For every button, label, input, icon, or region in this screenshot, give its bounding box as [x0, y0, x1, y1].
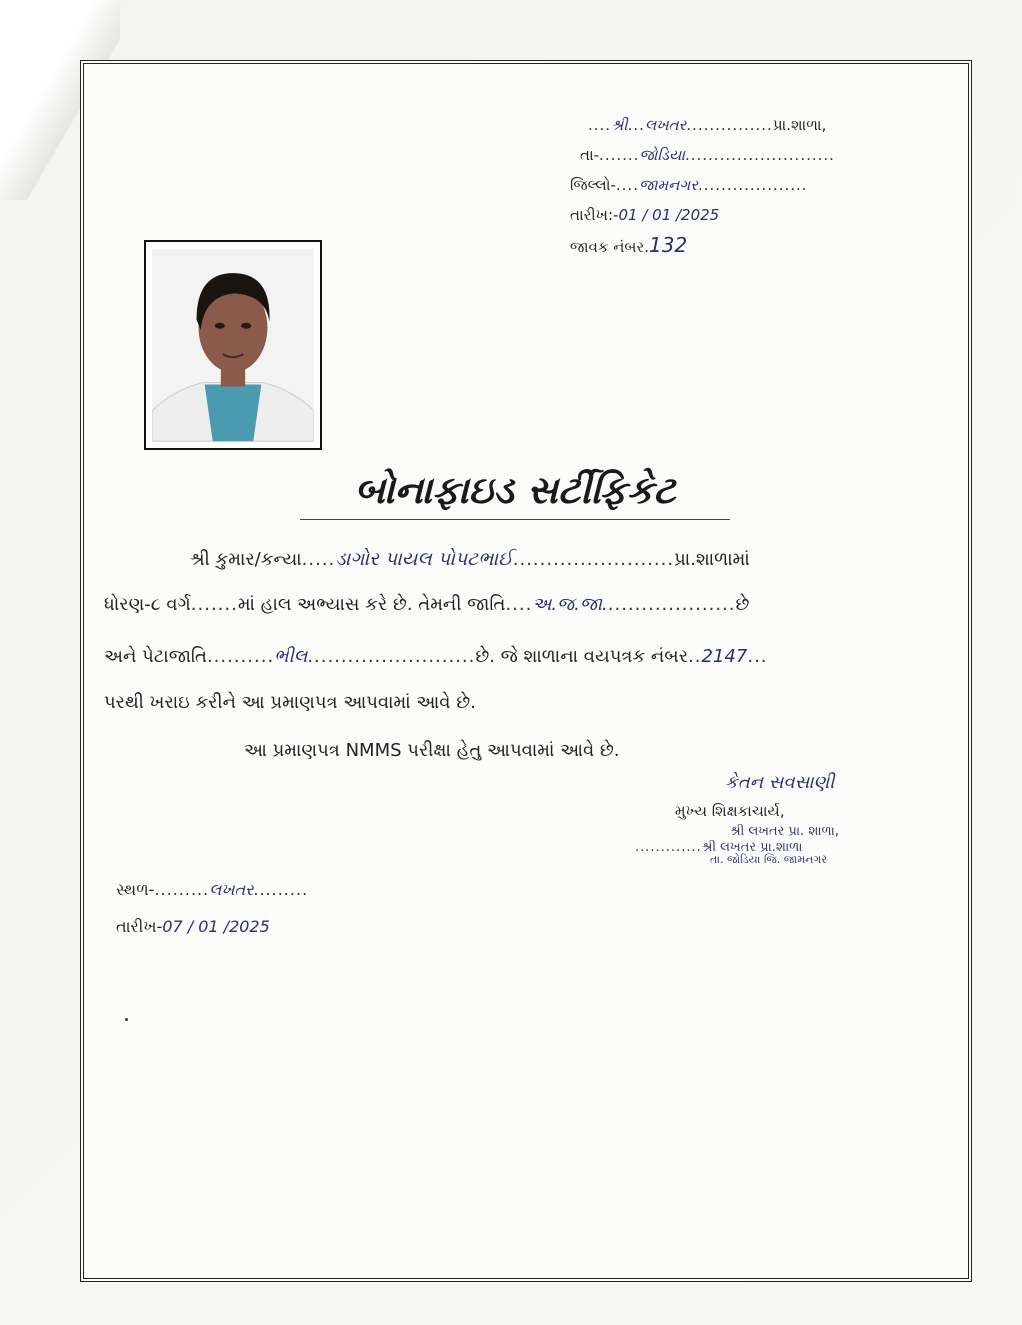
header-date-line [570, 200, 920, 230]
place-value: લખતર [209, 880, 254, 899]
header-district-value: જામનગર [638, 176, 698, 194]
stamp-line-2: .............શ્રી લખતર પ્રા.શાળા [635, 840, 803, 855]
header-date-label: તારીખ:- [570, 206, 619, 224]
student-photo-image [152, 248, 314, 442]
header-school-name: લખતર [644, 116, 687, 134]
body-line-name: શ્રી કુમાર/કન્યા.....ડાગોર પાયલ પોપટભાઈ........................પ્રા.શાળામાં [190, 548, 750, 570]
body-class-label: ધોરણ-૮ વર્ગ [104, 594, 191, 615]
header-district-line: જિલ્લો-....જામનગર................... [570, 176, 808, 194]
student-name: ડાગોર પાયલ પોપટભાઈ [335, 548, 513, 570]
header-taluka-label: તા- [580, 146, 600, 164]
body-line-class: ધોરણ-૮ વર્ગ.......માં હાલ અભ્યાસ કરે છે. તેમની જાતિ....અ.જ.જા....................છે [104, 594, 750, 615]
body-caste-suffix: છે [735, 594, 750, 615]
body-line-subcaste: અને પેટાજાતિ..........ભીલ.........................છે. જે શાળાના વયપત્રક નંબર..2147... [104, 646, 768, 667]
header-block [570, 110, 920, 260]
header-outward-label: જાવક નંબર. [570, 238, 649, 256]
header-school-prefix: શ્રી [611, 116, 628, 134]
body-line-verify: પરથી ખરાઇ કરીને આ પ્રમાણપત્ર આપવામાં આવે છે. [104, 692, 476, 713]
body-school-suffix: પ્રા.શાળામાં [674, 549, 750, 570]
register-number: 2147 [701, 646, 748, 667]
stamp-line-2-text: શ્રી લખતર પ્રા.શાળા [701, 840, 803, 855]
stray-dot [125, 1018, 128, 1021]
signature-handwritten: કેતન સવસાણી [725, 772, 835, 793]
header-school-line: ....શ્રી...લખતર...............પ્રા.શાળા, [588, 116, 827, 134]
place-line: સ્થળ-.........લખતર......... [116, 880, 309, 899]
header-taluka-value: જોડિયા [639, 146, 685, 164]
header-district-label: જિલ્લો- [570, 176, 616, 194]
header-outward-number: 132 [649, 233, 688, 257]
header-outward-line [570, 230, 920, 260]
body-line-purpose: આ પ્રમાણપત્ર NMMS પરીક્ષા હેતુ આપવામાં આવે છે. [244, 740, 620, 761]
body-register-text: છે. જે શાળાના વયપત્રક નંબર [475, 646, 689, 667]
place-label: સ્થળ- [116, 880, 155, 899]
school-stamp [635, 824, 925, 864]
date-line [116, 917, 270, 937]
student-subcaste: ભીલ [274, 646, 308, 667]
stamp-line-1: શ્રી લખતર પ્રા. શાળા, [730, 824, 839, 839]
body-study-text: માં હાલ અભ્યાસ કરે છે. તેમની જાતિ [237, 594, 506, 615]
certificate-title: બોનાફાઇડ સર્ટીફિકેટ [300, 468, 730, 520]
header-taluka-line: તા-.......જોડિયા.......................... [580, 146, 835, 164]
signature-role: મુખ્ય શિક્ષકાચાર્ય, [675, 802, 785, 820]
date-value: 07 / 01 /2025 [162, 917, 270, 936]
student-caste: અ.જ.જા. [532, 594, 608, 615]
stamp-line-3: તા. જોડિયા જિ. જામનગર [710, 853, 828, 866]
date-label: તારીખ- [116, 917, 163, 936]
body-subcaste-label: અને પેટાજાતિ [104, 646, 207, 667]
body-name-label: શ્રી કુમાર/કન્યા [190, 549, 302, 570]
header-date-value: 01 / 01 /2025 [618, 206, 720, 224]
student-photo [144, 240, 322, 450]
header-school-suffix: પ્રા.શાળા, [772, 116, 827, 134]
